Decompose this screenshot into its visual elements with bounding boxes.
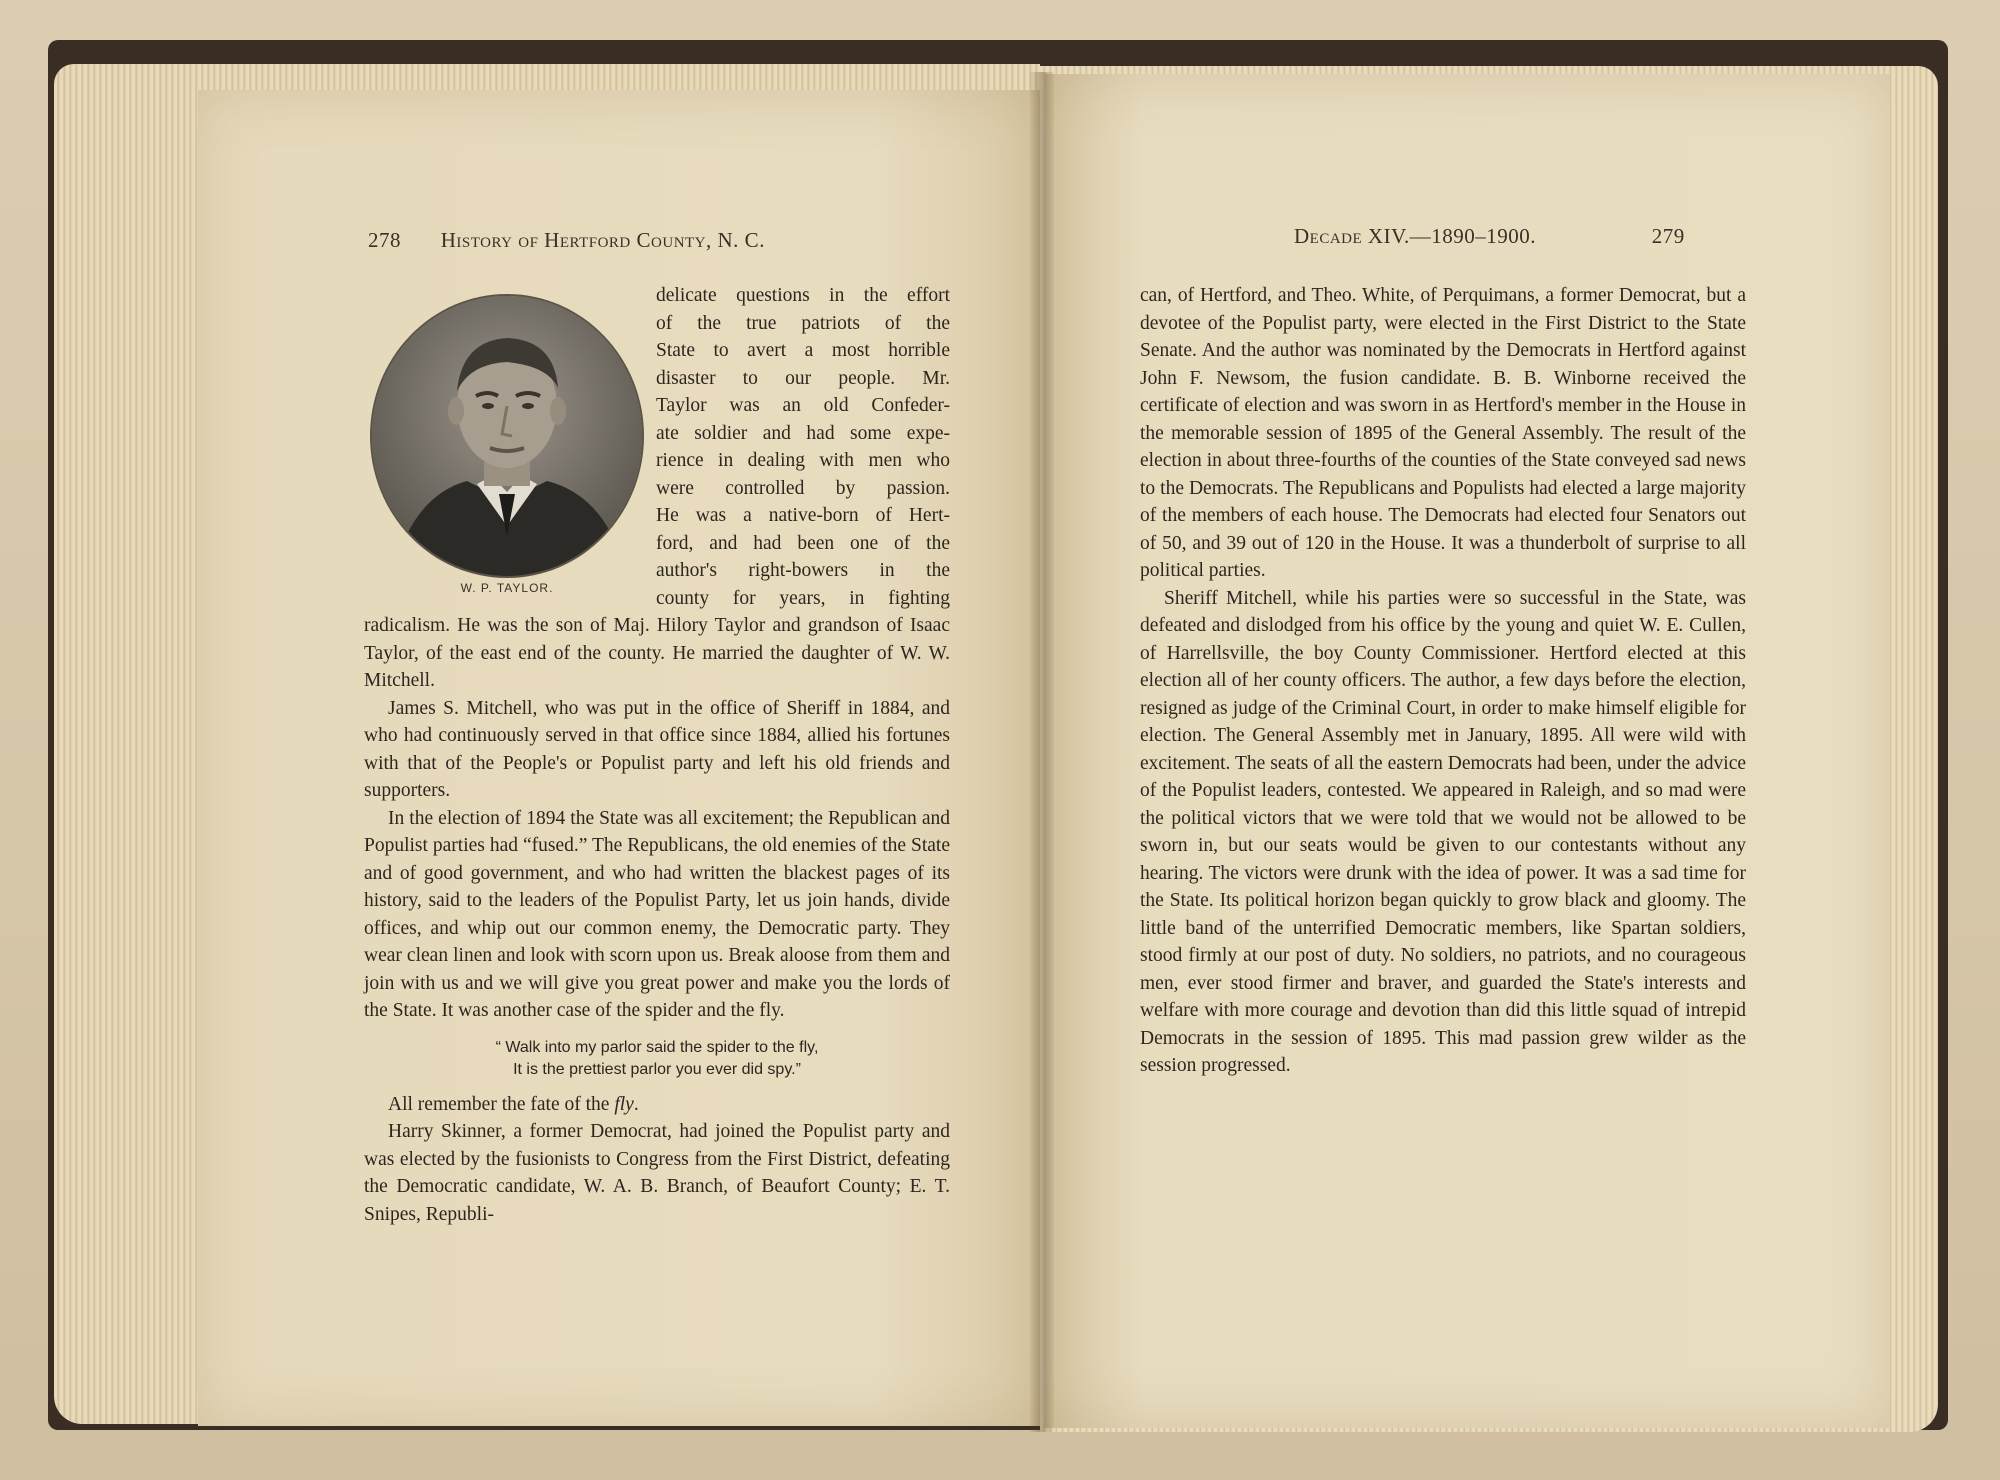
paragraph <box>364 1091 950 1119</box>
verse-quote <box>364 1037 950 1081</box>
right-page-number: 279 <box>1651 224 1685 248</box>
paragraph: In the election of 1894 the State was all excitement; the Republican and Populist parties had “fused.” The Republicans, the old enemies of the State and of good government, and who had written the blackest pages of its history, said to the leaders of the Populist Party, let us join hands, divide offices, and whip out our common enemy, the Democratic party. They wear clean linen and look with scorn upon us. Break aloose from them and join with us and we will give you great power and make you the lords of the State. It was another case of the spider and the fly. <box>364 807 950 1021</box>
wrap-line: rience in dealing with men who <box>656 450 950 471</box>
left-body-text <box>364 612 950 1228</box>
book-gutter <box>1030 72 1054 1432</box>
left-wrap-text <box>656 282 950 612</box>
italic-word: fly <box>614 1093 634 1115</box>
quote-line: It is the prettiest parlor you ever did spy.” <box>513 1060 801 1078</box>
paragraph: Sheriff Mitchell, while his parties were so successful in the State, was defeated and dislodged from his office by the young and quiet W. E. Cullen, of Harrellsville, the boy County Commissioner. Hertford elected at this election all of her county officers. The author, a few days before the election, resigned as judge of the Criminal Court, in order to make himself eligible for election. The General Assembly met in January, 1895. All were wild with excitement. The seats of all the eastern Democrats had been, under the advice of the Populist leaders, contested. We appeared in Raleigh, and so mad were the political victors that we were told that we would not be allowed to be sworn in, but our seats would be given to our contestants without any hearing. The victors were drunk with the idea of power. It was a sad time for the State. Its political horizon began quickly to grow black and gloomy. The little band of the unterrified Democratic members, like Spartan soldiers, stood firmly at our post of duty. No soldiers, no patriots, and no courageous men, ever stood firmer and braver, and guarded the State's interests and welfare with more courage and devotion than did this little squad of intrepid Democrats in the session of 1895. This mad passion grew wilder as the session progressed. <box>1140 587 1746 1076</box>
wrap-line: of the true patriots of the <box>656 312 950 334</box>
wrap-line: were controlled by passion. <box>656 477 950 499</box>
right-running-title: Decade XIV.—1890–1900. <box>1294 224 1537 248</box>
left-running-head <box>368 228 765 253</box>
left-running-title: History of Hertford County, N. C. <box>440 228 765 252</box>
portrait-photo <box>372 296 642 576</box>
portrait-caption: W. P. TAYLOR. <box>460 581 554 595</box>
wrap-line: county for years, in fighting <box>656 587 950 609</box>
right-running-head <box>1294 224 1685 249</box>
wrap-line: delicate questions in the effort <box>656 285 950 306</box>
wrap-line: He was a native-born of Hert- <box>656 505 950 526</box>
paragraph: can, of Hertford, and Theo. White, of Perquimans, a former Democrat, but a devotee of the Populist party, were elected in the First District to the State Senate. And the author was nominated by the Democrats in Hertford against John F. Newsom, the fusion candidate. B. B. Winborne received the certificate of election and was sworn in as Hertford's member in the House in the memorable session of 1895 of the General Assembly. The result of the election in about three-fourths of the counties of the State conveyed sad news to the Democrats. The Republicans and Populists had elected a large majority of the members of each house. The Democrats had elected four Senators out of 50, and 39 out of 120 in the House. It was a thunderbolt of surprise to all political parties. <box>1140 285 1746 581</box>
portrait-illustration <box>372 296 642 576</box>
wrap-line: disaster to our people. Mr. <box>656 367 950 389</box>
paragraph: James S. Mitchell, who was put in the office of Sheriff in 1884, and who had continuously served in that office since 1884, allied his fortunes with that of the People's or Populist party and left his old friends and supporters. <box>364 697 950 801</box>
quote-line: “ Walk into my parlor said the spider to the fly, <box>495 1038 819 1056</box>
wrap-line: State to avert a most horrible <box>656 340 950 361</box>
paragraph: Harry Skinner, a former Democrat, had joined the Populist party and was elected by the fusionists to Congress from the First District, defeating the Democratic candidate, W. A. B. Branch, of Beaufort County; E. T. Snipes, Republi- <box>364 1121 950 1225</box>
text-run: All remember the fate of the <box>388 1093 615 1115</box>
text-run: . <box>633 1093 639 1115</box>
wrap-line: author's right-bowers in the <box>656 560 950 581</box>
wrap-line: ate soldier and had some expe- <box>656 422 950 444</box>
wrap-line: ford, and had been one of the <box>656 532 950 554</box>
right-body-text <box>1140 282 1746 1080</box>
wrap-line: Taylor was an old Confeder- <box>656 395 950 416</box>
paragraph: radicalism. He was the son of Maj. Hilory Taylor and grandson of Isaac Taylor, of the east end of the county. He married the daughter of W. W. Mitchell. <box>364 615 950 691</box>
left-page-number: 278 <box>368 228 401 252</box>
